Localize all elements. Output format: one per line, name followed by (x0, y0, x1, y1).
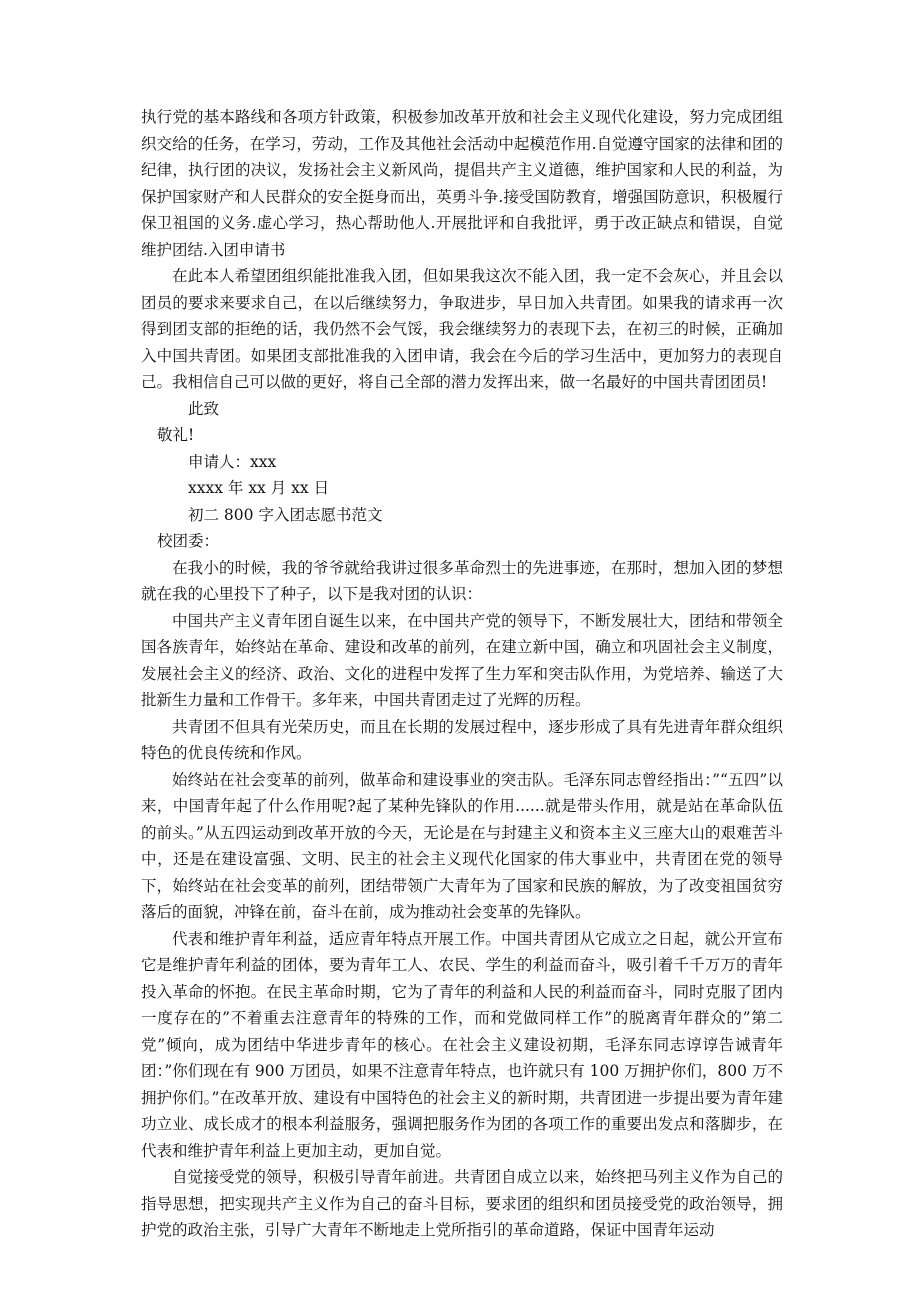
salutation-line: 校团委： (157, 532, 220, 550)
applicant-line: 申请人：xxx (188, 452, 277, 471)
closing-line-2: 敬礼! (157, 426, 195, 444)
date-line: xxxx 年 xx 月 xx 日 (188, 479, 330, 497)
paragraph-3: 在我小的时候，我的爷爷就给我讲过很多革命烈士的先进事迹，在那时，想加入团的梦想就在我的心里投下了种子，以下是我对团的认识： (141, 558, 783, 603)
section-title: 初二 800 字入团志愿书范文 (188, 505, 383, 524)
paragraph-5: 共青团不但具有光荣历史，而且在长期的发展过程中，逐步形成了具有先进青年群众组织特色的优良传统和作风。 (141, 717, 783, 762)
paragraph-1: 执行党的基本路线和各项方针政策，积极参加改革开放和社会主义现代化建设，努力完成团组织交给的任务，在学习，劳动，工作及其他社会活动中起模范作用.自觉遵守国家的法律和团的纪律，执行团的决议，发扬社会主义新风尚，提倡共产主义道德，维护国家和人民的利益，为保护国家财产和人民群众的安全挺身而出，英勇斗争.接受国防教育，增强国防意识，积极履行保卫祖国的义务.虚心学习，热心帮助他人.开展批评和自我批评，勇于改正缺点和错误，自觉维护团结.入团申请书 (141, 108, 783, 259)
paragraph-8: 自觉接受党的领导，积极引导青年前进。共青团自成立以来，始终把马列主义作为自己的指导思想，把实现共产主义作为自己的奋斗目标，要求团的组织和团员接受党的政治领导，拥护党的政治主张，引导广大青年不断地走上党所指引的革命道路，保证中国青年运动 (141, 1168, 783, 1239)
document-body (141, 104, 783, 1244)
paragraph-4: 中国共产主义青年团自诞生以来，在中国共产党的领导下，不断发展壮大，团结和带领全国各族青年，始终站在革命、建设和改革的前列，在建立新中国，确立和巩固社会主义制度，发展社会主义的经济、政治、文化的进程中发挥了生力军和突击队作用，为党培养、输送了大批新生力量和工作骨干。多年来，中国共青团走过了光辉的历程。 (141, 611, 783, 709)
closing-line-1: 此致 (188, 399, 220, 418)
paragraph-2: 在此本人希望团组织能批准我入团，但如果我这次不能入团，我一定不会灰心，并且会以团员的要求来要求自己，在以后继续努力，争取进步，早日加入共青团。如果我的请求再一次得到团支部的拒绝的话，我仍然不会气馁，我会继续努力的表现下去，在初三的时候，正确加入中国共青团。如果团支部批准我的入团申请，我会在今后的学习生活中，更加努力的表现自己。我相信自己可以做的更好，将自己全部的潜力发挥出来，做一名最好的中国共青团团员! (141, 267, 783, 391)
paragraph-7: 代表和维护青年利益，适应青年特点开展工作。中国共青团从它成立之日起，就公开宣布它是维护青年利益的团体，要为青年工人、农民、学生的利益而奋斗，吸引着千千万万的青年投入革命的怀抱。在民主革命时期，它为了青年的利益和人民的利益而奋斗，同时克服了团内一度存在的”不着重去注意青年的特殊的工作，而和党做同样工作”的脱离青年群众的”第二党”倾向，成为团结中华进步青年的核心。在社会主义建设初期，毛泽东同志谆谆告诫青年团：”你们现在有 900 万团员，如果不注意青年特点，也许就只有 100 万拥护你们，800 万不拥护你们。”在改革开放、建设有中国特色的社会主义的新时期，共青团进一步提出要为青年建功立业、成长成才的根本利益服务，强调把服务作为团的各项工作的重要出发点和落脚步，在代表和维护青年利益上更加主动，更加自觉。 (141, 929, 783, 1160)
paragraph-6: 始终站在社会变革的前列，做革命和建设事业的突击队。毛泽东同志曾经指出：”“五四”以来，中国青年起了什么作用呢?起了某种先锋队的作用......就是带头作用，就是站在革命队伍的前头。”从五四运动到改革开放的今天，无论是在与封建主义和资本主义三座大山的艰难苦斗中，还是在建设富强、文明、民主的社会主义现代化国家的伟大事业中，共青团在党的领导下，始终站在社会变革的前列，团结带领广大青年为了国家和民族的解放，为了改变祖国贫穷落后的面貌，冲锋在前，奋斗在前，成为推动社会变革的先锋队。 (141, 770, 783, 921)
